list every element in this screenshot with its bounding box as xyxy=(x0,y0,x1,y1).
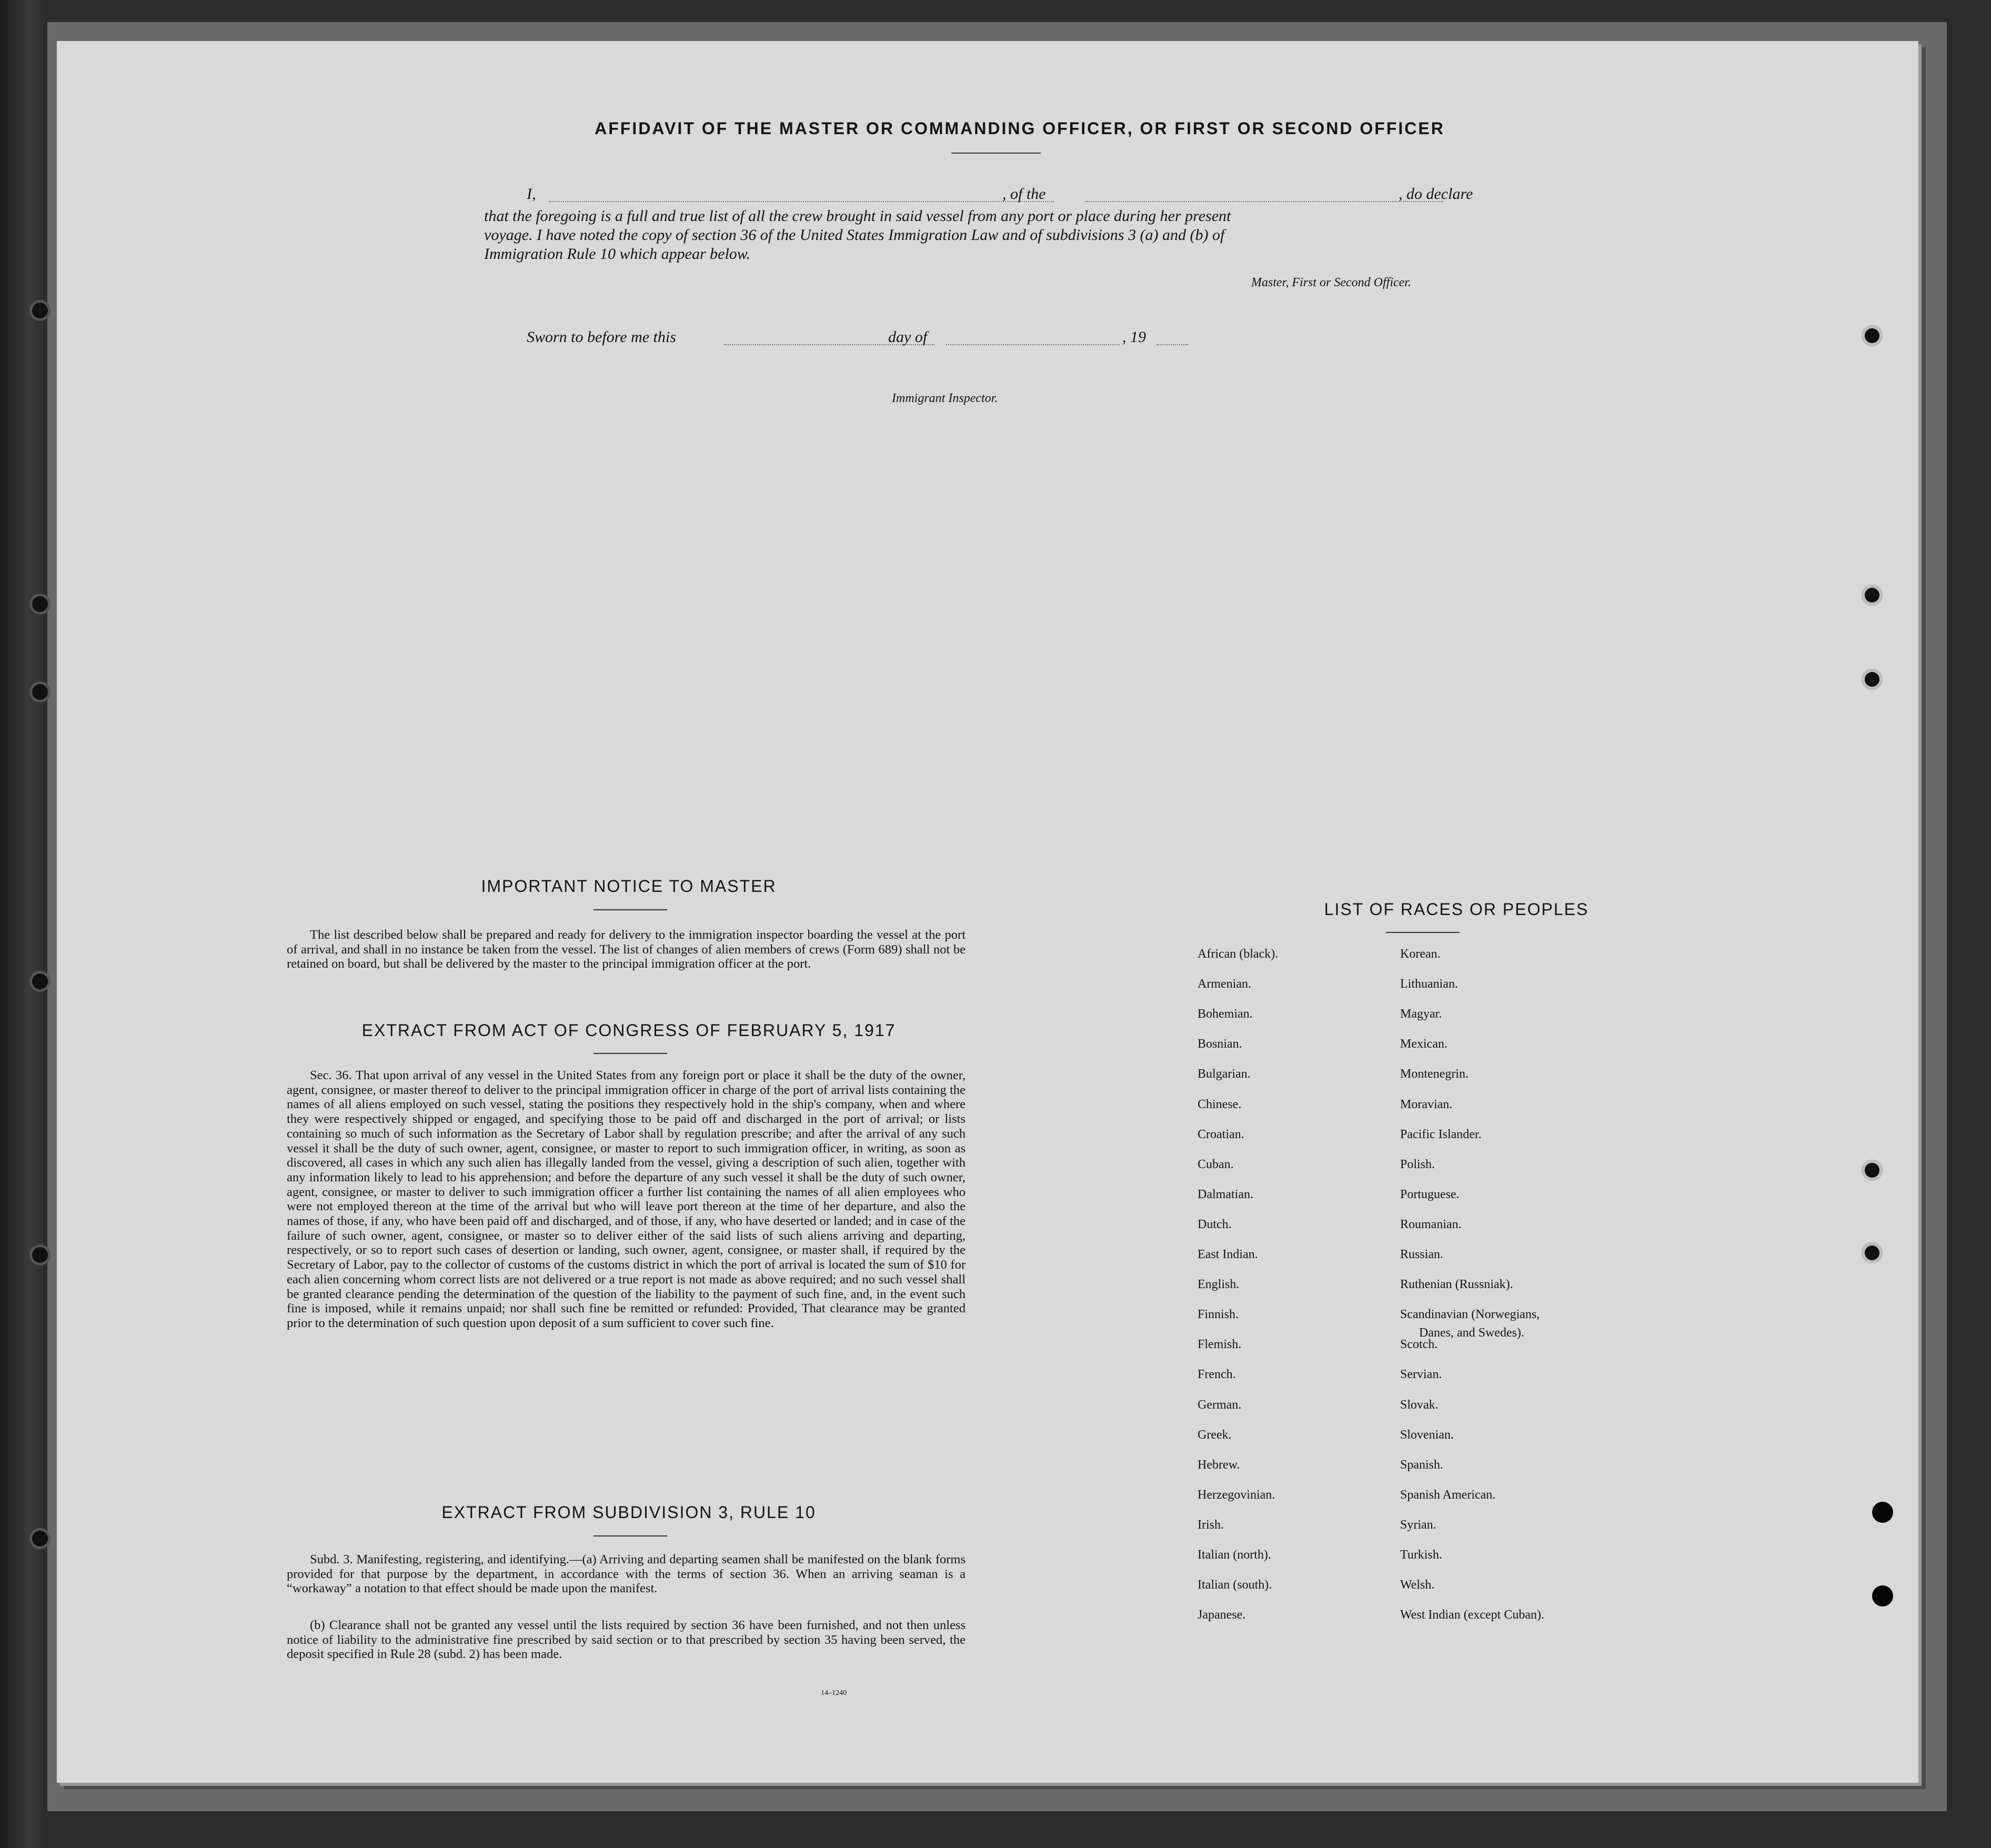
race-item-right: West Indian (except Cuban). xyxy=(1400,1608,1544,1622)
race-item-left: French. xyxy=(1198,1368,1236,1381)
rule-subd-3b: (b) Clearance shall not be granted any vessel until the lists required by section 36 have been furnished, and not then unless notice of liability to the administrative fine prescribed by said section or to that prescribed by section 35 having been served, the deposit specified in Rule 28 (subd. 2) has been made. xyxy=(287,1618,966,1662)
affidavit-line-2: that the foregoing is a full and true list of all the crew brought in said vessel from any port or place during her present xyxy=(484,207,1231,225)
race-item-right: Syrian. xyxy=(1400,1518,1436,1532)
act-section-36: Sec. 36. That upon arrival of any vessel in the United States from any foreign port or place it shall be the duty of the owner, agent, consignee, or master thereof to deliver to the principal immigration officer in charge of the port of arrival lists containing the names of all aliens employed on such vessel, stating the positions they respectively hold in the ship's company, when and where they were respectively shipped or engaged, and specifying those to be paid off and discharged in the port of arrival; or lists containing so much of such information as the Secretary of Labor shall by regulation prescribe; and after the arrival of any such vessel it shall be the duty of such owner, agent, consignee, or master to report to such immigration officer, in writing, as soon as discovered, all cases in which any such alien has illegally landed from the vessel, giving a description of such alien, together with any information likely to lead to his apprehension; and before the departure of any such vessel it shall be the duty of such owner, agent, consignee, or master to deliver to such immigration officer a further list containing the names of all alien employees who were not employed thereon at the time of the arrival but who will leave port thereon at the time of her departure, and also the names of those, if any, who have been paid off and discharged, and of those, if any, who have deserted or landed; and in case of the failure of such owner, agent, consignee, or master so to deliver either of the said lists of such aliens arriving and departing, respectively, or so to report such cases of desertion or landing, such owner, agent, consignee, or master shall, if required by the Secretary of Labor, pay to the collector of customs of the customs district in which the port of arrival is located the sum of $10 for each alien concerning whom correct lists are not delivered or a true report is not made as above required; and no such vessel shall be granted clearance pending the determination of the question of the liability to the payment of such fine, and, in the event such fine is imposed, while it remains unpaid; nor shall such fine be remitted or refunded: Provided, That clearance may be granted prior to the determination of such question upon deposit of a sum sufficient to cover such fine. xyxy=(287,1068,966,1330)
race-item-right: Scandinavian (Norwegians, xyxy=(1400,1308,1540,1321)
sworn-year-field[interactable] xyxy=(1157,344,1188,345)
race-item-right: Magyar. xyxy=(1400,1007,1442,1021)
race-item-right: Polish. xyxy=(1400,1158,1435,1171)
race-item-left: Finnish. xyxy=(1198,1308,1239,1321)
race-item-right: Korean. xyxy=(1400,947,1441,961)
notice-title: IMPORTANT NOTICE TO MASTER xyxy=(481,877,777,896)
race-item-left: Bosnian. xyxy=(1198,1037,1242,1051)
race-item-left: Herzegovinian. xyxy=(1198,1488,1275,1502)
affidavit-of-the: , of the xyxy=(1002,185,1046,203)
race-item-left: Bulgarian. xyxy=(1198,1067,1251,1081)
notice-title-rule xyxy=(594,909,667,910)
sworn-month-field[interactable] xyxy=(946,344,1120,345)
race-item-right: Russian. xyxy=(1400,1248,1444,1261)
race-item-left: English. xyxy=(1198,1278,1240,1291)
race-item-left: Japanese. xyxy=(1198,1608,1246,1622)
punch-hole xyxy=(1862,669,1883,690)
race-item-left: Dalmatian. xyxy=(1198,1188,1253,1201)
race-item-right: Slovenian. xyxy=(1400,1428,1454,1442)
affidavit-title: AFFIDAVIT OF THE MASTER OR COMMANDING OFFICER, OR FIRST OR SECOND OFFICER xyxy=(595,119,1445,138)
affidavit-line-3: voyage. I have noted the copy of section 36 of the United States Immigration Law and of subdivisions 3 (a) and (b) of xyxy=(484,226,1225,244)
punch-hole xyxy=(1862,585,1883,606)
race-item-left: German. xyxy=(1198,1398,1242,1412)
binding-hole xyxy=(29,300,51,321)
act-title: EXTRACT FROM ACT OF CONGRESS OF FEBRUARY 5, 1917 xyxy=(361,1021,896,1040)
inspector-label: Immigrant Inspector. xyxy=(892,391,998,405)
race-item-right: Moravian. xyxy=(1400,1098,1453,1111)
race-item-right: Lithuanian. xyxy=(1400,977,1458,991)
punch-hole xyxy=(1872,1585,1893,1606)
race-item-left: Greek. xyxy=(1198,1428,1232,1442)
race-item-left: Dutch. xyxy=(1198,1218,1232,1231)
race-item-right: Ruthenian (Russniak). xyxy=(1400,1278,1513,1291)
race-item-right: Portuguese. xyxy=(1400,1188,1460,1201)
binding-hole xyxy=(29,681,51,702)
sworn-label: Sworn to before me this xyxy=(527,328,676,346)
year-label: , 19 xyxy=(1122,328,1146,346)
race-item-left: East Indian. xyxy=(1198,1248,1258,1261)
master-signature-label: Master, First or Second Officer. xyxy=(1251,276,1411,289)
race-item-left: Italian (north). xyxy=(1198,1548,1271,1562)
punch-hole xyxy=(1862,325,1883,346)
affidavit-line-4: Immigration Rule 10 which appear below. xyxy=(484,245,751,263)
races-title: LIST OF RACES OR PEOPLES xyxy=(1324,900,1589,919)
race-item-left: Armenian. xyxy=(1198,977,1251,991)
form-sheet xyxy=(57,41,1918,1783)
rule-title: EXTRACT FROM SUBDIVISION 3, RULE 10 xyxy=(441,1503,816,1522)
race-item-right: Welsh. xyxy=(1400,1578,1435,1592)
race-item-right: Scotch. xyxy=(1400,1338,1438,1351)
race-item-left: Italian (south). xyxy=(1198,1578,1272,1592)
affidavit-i-label: I, xyxy=(527,185,536,203)
punch-hole xyxy=(1862,1160,1883,1181)
binding-edge xyxy=(0,0,47,1848)
race-item-right: Roumanian. xyxy=(1400,1218,1462,1231)
race-item-left: Bohemian. xyxy=(1198,1007,1253,1021)
act-title-rule xyxy=(594,1053,667,1054)
race-item-left: Flemish. xyxy=(1198,1338,1242,1351)
race-item-right: Slovak. xyxy=(1400,1398,1439,1412)
binding-hole xyxy=(29,594,51,615)
affidavit-do-declare: , do declare xyxy=(1399,185,1473,203)
race-item-right: Pacific Islander. xyxy=(1400,1128,1482,1141)
race-item-left: Irish. xyxy=(1198,1518,1224,1532)
binding-hole xyxy=(29,1244,51,1266)
race-item-left: Hebrew. xyxy=(1198,1458,1240,1472)
form-number: 14–1240 xyxy=(821,1689,847,1697)
race-item-continuation: Danes, and Swedes). xyxy=(1419,1326,1524,1340)
race-item-right: Mexican. xyxy=(1400,1037,1447,1051)
master-name-field[interactable] xyxy=(549,201,1054,202)
races-title-rule xyxy=(1386,932,1460,933)
race-item-right: Spanish American. xyxy=(1400,1488,1496,1502)
notice-body: The list described below shall be prepared and ready for delivery to the immigration inspector boarding the vessel at the port of arrival, and shall in no instance be taken from the vessel. The list of changes of alien members of crews (Form 689) shall not be retained on board, but shall be delivered by the master to the principal immigration officer at the port. xyxy=(287,928,966,971)
race-item-left: Chinese. xyxy=(1198,1098,1242,1111)
vessel-name-field[interactable] xyxy=(1085,201,1443,202)
binding-hole xyxy=(29,971,51,992)
rule-title-rule xyxy=(594,1535,667,1536)
rule-subd-3a: Subd. 3. Manifesting, registering, and identifying.—(a) Arriving and departing seamen shall be manifested on the blank forms provided for that purpose by the department, in accordance with the terms of section 36. When an arriving seaman is a “workaway” a notation to that effect should be made upon the manifest. xyxy=(287,1552,966,1596)
punch-hole xyxy=(1862,1242,1883,1263)
race-item-left: African (black). xyxy=(1198,947,1279,961)
race-item-right: Turkish. xyxy=(1400,1548,1442,1562)
day-of-label: day of xyxy=(888,328,928,346)
race-item-right: Spanish. xyxy=(1400,1458,1444,1472)
binding-hole xyxy=(29,1528,51,1549)
race-item-right: Servian. xyxy=(1400,1368,1442,1381)
race-item-left: Croatian. xyxy=(1198,1128,1244,1141)
race-item-right: Montenegrin. xyxy=(1400,1067,1469,1081)
punch-hole xyxy=(1872,1502,1893,1523)
race-item-left: Cuban. xyxy=(1198,1158,1234,1171)
affidavit-title-rule xyxy=(951,153,1041,154)
